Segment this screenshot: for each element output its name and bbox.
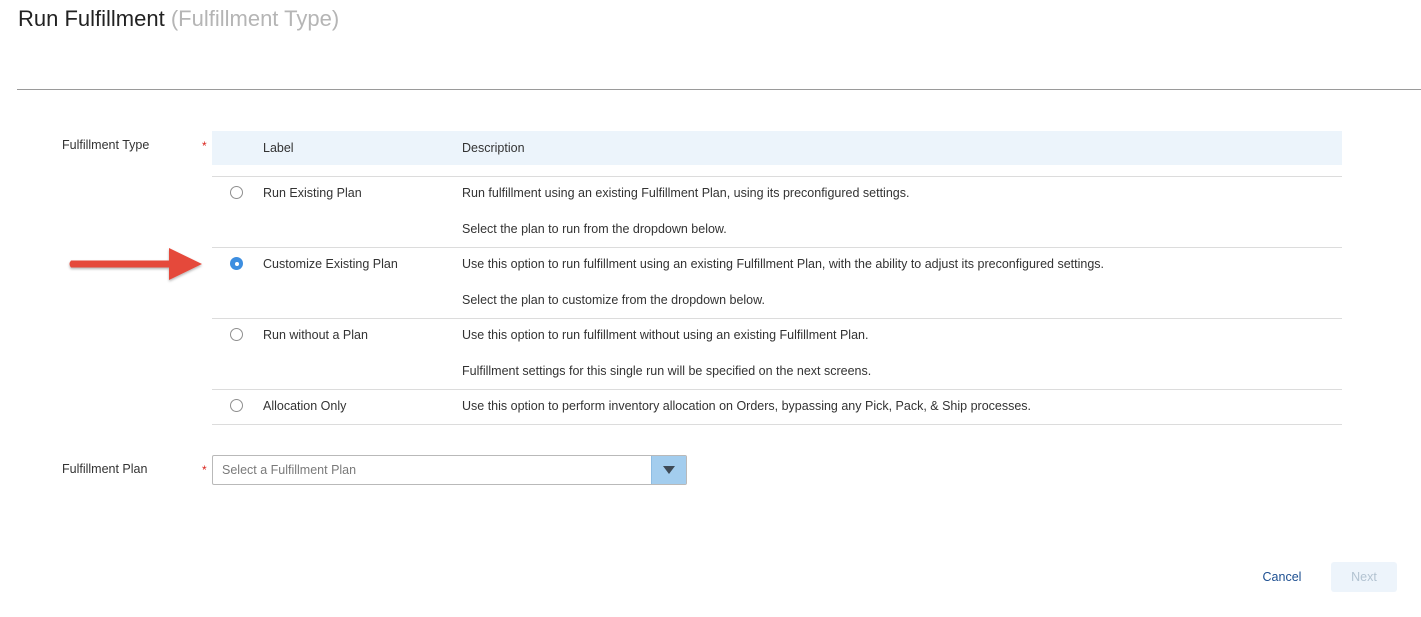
caret-down-icon [663, 466, 675, 474]
header-divider [17, 89, 1421, 90]
fulfillment-plan-label: Fulfillment Plan [62, 462, 148, 476]
option-label: Allocation Only [263, 399, 347, 413]
option-description-note: Select the plan to run from the dropdown below. [462, 222, 727, 236]
option-description: Use this option to run fulfillment using an existing Fulfillment Plan, with the ability to adjust its preconfigured settings. [462, 257, 1104, 271]
fulfillment-type-table [212, 131, 1342, 425]
fulfillment-plan-placeholder: Select a Fulfillment Plan [222, 463, 357, 477]
column-header-description: Description [462, 141, 525, 155]
radio-allocation-only[interactable] [230, 399, 243, 412]
table-header [212, 131, 1342, 165]
option-row-customize-existing-plan[interactable] [212, 248, 1342, 319]
fulfillment-plan-dropdown-button[interactable] [651, 456, 686, 484]
radio-customize-existing-plan[interactable] [230, 257, 243, 270]
page-title-step: (Fulfillment Type) [170, 6, 340, 31]
option-label: Run Existing Plan [263, 186, 362, 200]
radio-run-existing-plan[interactable] [230, 186, 243, 199]
page-title-main: Run Fulfillment [18, 6, 165, 31]
column-header-label: Label [263, 141, 294, 155]
fulfillment-plan-required-marker: * [202, 463, 207, 477]
table-header-spacer [212, 165, 1342, 177]
cancel-button[interactable]: Cancel [1262, 570, 1302, 584]
option-row-run-existing-plan[interactable] [212, 177, 1342, 248]
option-row-run-without-plan[interactable] [212, 319, 1342, 390]
option-description-note: Fulfillment settings for this single run will be specified on the next screens. [462, 364, 872, 378]
option-row-allocation-only[interactable] [212, 390, 1342, 425]
next-button[interactable]: Next [1331, 562, 1397, 592]
option-label: Run without a Plan [263, 328, 368, 342]
option-description: Run fulfillment using an existing Fulfillment Plan, using its preconfigured settings. [462, 186, 910, 200]
page-title [18, 4, 339, 34]
option-description: Use this option to run fulfillment without using an existing Fulfillment Plan. [462, 328, 869, 342]
option-label: Customize Existing Plan [263, 257, 398, 271]
radio-run-without-plan[interactable] [230, 328, 243, 341]
fulfillment-type-required-marker: * [202, 139, 207, 153]
option-description: Use this option to perform inventory allocation on Orders, bypassing any Pick, Pack, & Ship processes. [462, 399, 1032, 413]
fulfillment-plan-select[interactable] [212, 455, 687, 485]
option-description-note: Select the plan to customize from the dropdown below. [462, 293, 765, 307]
annotation-arrow-icon [66, 243, 206, 285]
fulfillment-type-label: Fulfillment Type [62, 138, 150, 152]
